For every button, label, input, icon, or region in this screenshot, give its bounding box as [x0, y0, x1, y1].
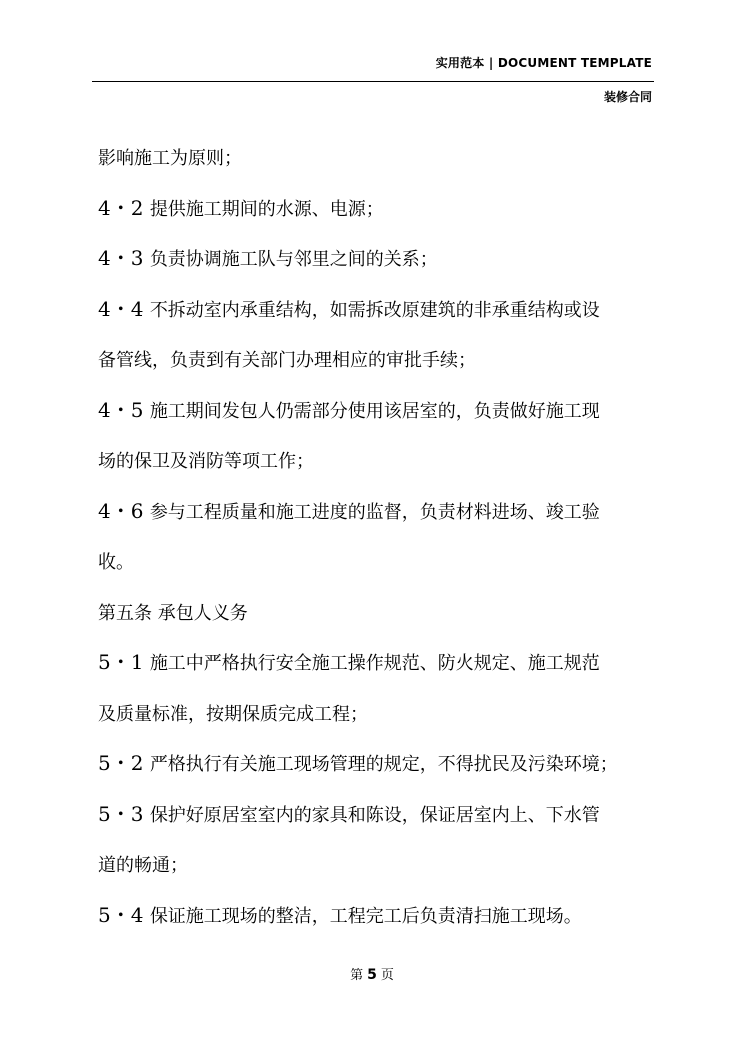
clause-number: 4・5 — [98, 397, 150, 422]
clause-number: 5・3 — [98, 801, 150, 826]
clause-number: 5・4 — [98, 902, 150, 927]
clause-number: 5・2 — [98, 751, 150, 775]
line-text: 第五条 承包人义务 — [98, 602, 248, 624]
line-text: 严格执行有关施工现场管理的规定，不得扰民及污染环境； — [149, 754, 618, 775]
body-line — [98, 739, 658, 790]
page-number: 5 — [367, 967, 377, 983]
page-suffix: 页 — [380, 968, 394, 983]
header-divider — [92, 81, 654, 82]
body-line — [98, 487, 658, 538]
line-text: 备管线，负责到有关部门办理相应的审批手续； — [98, 350, 476, 371]
section-heading — [98, 588, 658, 639]
body-line — [98, 133, 658, 184]
clause-number: 4・6 — [98, 498, 150, 523]
line-text: 道的畅通； — [98, 855, 188, 876]
line-text: 影响施工为原则； — [98, 148, 242, 169]
clause-number: 4・4 — [98, 296, 150, 321]
line-text: 场的保卫及消防等项工作； — [98, 451, 314, 472]
line-text: 保护好原居室室内的家具和陈设，保证居室内上、下水管 — [149, 804, 600, 826]
line-text: 提供施工期间的水源、电源； — [149, 198, 384, 220]
body-line — [98, 638, 658, 689]
body-line — [98, 840, 658, 891]
document-body — [98, 133, 658, 941]
clause-number: 5・1 — [98, 650, 150, 674]
line-text: 及质量标准，按期保质完成工程； — [98, 703, 368, 725]
line-text: 收。 — [98, 552, 134, 573]
clause-number: 4・2 — [98, 195, 150, 220]
page-footer — [0, 964, 744, 983]
body-line — [98, 184, 658, 235]
body-line — [98, 335, 658, 386]
document-header-title: 实用范本 | DOCUMENT TEMPLATE — [435, 56, 652, 70]
line-text: 施工期间发包人仍需部分使用该居室的，负责做好施工现 — [149, 400, 600, 422]
line-text: 保证施工现场的整洁，工程完工后负责清扫施工现场。 — [149, 905, 582, 927]
page-prefix: 第 — [350, 968, 364, 983]
body-line — [98, 689, 658, 740]
body-line — [98, 891, 658, 942]
line-text: 负责协调施工队与邻里之间的关系； — [149, 249, 438, 270]
body-line — [98, 436, 658, 487]
body-line — [98, 790, 658, 841]
clause-number: 4・3 — [98, 246, 150, 270]
line-text: 不拆动室内承重结构，如需拆改原建筑的非承重结构或设 — [149, 299, 600, 321]
body-line — [98, 234, 658, 285]
document-header-subtitle: 装修合同 — [603, 90, 652, 104]
body-line — [98, 386, 658, 437]
line-text: 参与工程质量和施工进度的监督，负责材料进场、竣工验 — [149, 501, 600, 523]
line-text: 施工中严格执行安全施工操作规范、防火规定、施工规范 — [149, 653, 600, 674]
body-line — [98, 537, 658, 588]
body-line — [98, 285, 658, 336]
